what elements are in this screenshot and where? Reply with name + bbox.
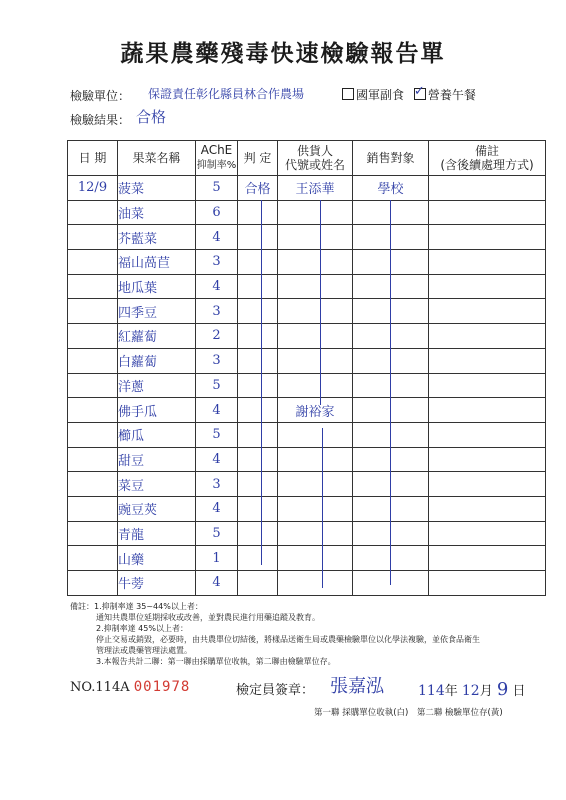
- row-supplier: [278, 274, 353, 299]
- row-name: 青龍: [118, 521, 196, 546]
- row-ache-value: 4: [196, 398, 238, 423]
- row-remark: [429, 422, 546, 447]
- table-row: [68, 324, 546, 349]
- row-judge: [238, 521, 278, 546]
- notes-section: [70, 601, 540, 667]
- row-name: 櫛瓜: [118, 422, 196, 447]
- row-ache-value: 3: [196, 348, 238, 373]
- row-ache-value: 5: [196, 373, 238, 398]
- row-date: [68, 571, 118, 596]
- row-judge: [238, 472, 278, 497]
- table-row: [68, 398, 546, 423]
- notes-label: 備註：: [70, 602, 94, 611]
- header-remark-line1: 備註: [474, 144, 499, 158]
- date-day: 9: [496, 679, 509, 700]
- header-ache: [196, 141, 238, 176]
- row-date: [68, 521, 118, 546]
- row-name: 福山萵苣: [118, 250, 196, 275]
- row-remark: [429, 250, 546, 275]
- row-name: 豌豆莢: [118, 496, 196, 521]
- ditto-line-judge: [261, 200, 262, 565]
- header-supplier: [278, 141, 353, 176]
- row-judge: [238, 324, 278, 349]
- row-ache-value: 3: [196, 472, 238, 497]
- row-date: [68, 472, 118, 497]
- row-supplier: 謝裕家: [278, 398, 353, 423]
- row-supplier: [278, 200, 353, 225]
- row-judge: [238, 200, 278, 225]
- report-title: 蔬果農藥殘毒快速檢驗報告單: [120, 41, 446, 67]
- row-supplier: [278, 225, 353, 250]
- row-remark: [429, 324, 546, 349]
- row-supplier: [278, 299, 353, 324]
- option-checkbox-lunch[interactable]: [414, 88, 426, 100]
- row-ache-value: 4: [196, 571, 238, 596]
- row-name: 甜豆: [118, 447, 196, 472]
- table-row: [68, 521, 546, 546]
- note-2c: 管理法或農藥管理法處置。: [96, 646, 192, 655]
- row-name: 油菜: [118, 200, 196, 225]
- option-label-lunch: 營養午餐: [427, 88, 476, 102]
- row-date: [68, 225, 118, 250]
- row-judge: [238, 250, 278, 275]
- row-supplier: [278, 571, 353, 596]
- row-date: [68, 274, 118, 299]
- inspection-table: [67, 140, 546, 596]
- table-row: [68, 225, 546, 250]
- row-ache-value: 3: [196, 299, 238, 324]
- row-remark: [429, 546, 546, 571]
- row-name: 牛蒡: [118, 571, 196, 596]
- unit-label: 檢驗單位：: [70, 89, 131, 103]
- date-month-char: 月: [479, 684, 493, 699]
- row-name: 山藥: [118, 546, 196, 571]
- table-header-row: [68, 141, 546, 176]
- row-judge: [238, 348, 278, 373]
- table-row: [68, 496, 546, 521]
- header-supplier-line1: 供貨人: [296, 144, 333, 158]
- row-sales: 學校: [353, 176, 429, 201]
- row-supplier: [278, 546, 353, 571]
- row-ache-value: 4: [196, 225, 238, 250]
- row-judge: [238, 373, 278, 398]
- result-label: 檢驗結果：: [70, 113, 131, 127]
- table-row: [68, 200, 546, 225]
- header-judge: 判 定: [238, 141, 278, 176]
- table-row: [68, 250, 546, 275]
- header-remark: [429, 141, 546, 176]
- row-name: 白蘿蔔: [118, 348, 196, 373]
- row-supplier: 王添華: [278, 176, 353, 201]
- row-date: [68, 200, 118, 225]
- row-ache-value: 5: [196, 422, 238, 447]
- row-remark: [429, 571, 546, 596]
- inspector-signature-label: 檢定員簽章：: [236, 683, 315, 698]
- row-date: [68, 546, 118, 571]
- row-date: [68, 250, 118, 275]
- row-name: 四季豆: [118, 299, 196, 324]
- row-remark: [429, 225, 546, 250]
- row-remark: [429, 521, 546, 546]
- row-ache-value: 5: [196, 521, 238, 546]
- meal-type-options: [342, 86, 482, 103]
- note-1: 1.抑制率達 35~44%以上者：: [94, 602, 203, 611]
- row-judge: [238, 422, 278, 447]
- date-day-char: 日: [512, 684, 526, 699]
- table-row: [68, 472, 546, 497]
- row-name: 菠菜: [118, 176, 196, 201]
- row-judge: [238, 299, 278, 324]
- option-label-military: 國軍副食: [356, 88, 405, 102]
- row-remark: [429, 274, 546, 299]
- report-date: [418, 679, 525, 700]
- row-name: 地瓜葉: [118, 274, 196, 299]
- row-judge: [238, 225, 278, 250]
- date-month: 12: [461, 683, 480, 699]
- row-date: [68, 324, 118, 349]
- row-ache-value: 6: [196, 200, 238, 225]
- row-date: [68, 447, 118, 472]
- table-row: [68, 299, 546, 324]
- row-date: [68, 348, 118, 373]
- table-row: [68, 422, 546, 447]
- row-remark: [429, 398, 546, 423]
- ditto-line-supplier-1: [320, 200, 321, 405]
- row-ache-value: 1: [196, 546, 238, 571]
- row-judge: 合格: [238, 176, 278, 201]
- option-checkbox-military[interactable]: [342, 88, 354, 100]
- note-2b: 停止交易或銷毀，必要時，由共農單位切結後，將樣品送衛生局或農藥檢驗單位以化學法複驗，並依食品衛生: [96, 635, 480, 644]
- header-date: 日 期: [68, 141, 118, 176]
- row-name: 紅蘿蔔: [118, 324, 196, 349]
- row-supplier: [278, 472, 353, 497]
- unit-value: 保證責任彰化縣員林合作農場: [148, 87, 305, 101]
- row-remark: [429, 176, 546, 201]
- row-ache-value: 5: [196, 176, 238, 201]
- serial-value: 001978: [133, 679, 191, 695]
- table-row: [68, 348, 546, 373]
- row-judge: [238, 274, 278, 299]
- serial-label: NO.114A: [70, 680, 130, 695]
- row-supplier: [278, 422, 353, 447]
- row-remark: [429, 373, 546, 398]
- row-date: 12/9: [68, 176, 118, 201]
- row-supplier: [278, 521, 353, 546]
- row-judge: [238, 447, 278, 472]
- note-2: 2.抑制率達 45%以上者：: [96, 624, 188, 633]
- row-remark: [429, 348, 546, 373]
- copies-note: 第一聯 採購單位收執(白) 第二聯 檢驗單位存(黃): [314, 708, 503, 718]
- row-supplier: [278, 373, 353, 398]
- row-ache-value: 4: [196, 274, 238, 299]
- note-3: 3.本報告共計二聯：第一聯由採購單位收執，第二聯由檢驗單位存。: [96, 657, 336, 666]
- row-date: [68, 299, 118, 324]
- row-ache-value: 4: [196, 447, 238, 472]
- note-1b: 通知共農單位延期採收或改善，並對農民進行用藥追蹤及教育。: [96, 613, 320, 622]
- date-year-char: 年: [444, 684, 458, 699]
- row-ache-value: 4: [196, 496, 238, 521]
- row-date: [68, 422, 118, 447]
- ditto-line-supplier-2: [322, 428, 323, 588]
- row-judge: [238, 571, 278, 596]
- row-name: 洋蔥: [118, 373, 196, 398]
- row-remark: [429, 472, 546, 497]
- row-remark: [429, 496, 546, 521]
- row-name: 菜豆: [118, 472, 196, 497]
- row-ache-value: 3: [196, 250, 238, 275]
- row-remark: [429, 447, 546, 472]
- row-date: [68, 373, 118, 398]
- row-date: [68, 398, 118, 423]
- row-supplier: [278, 348, 353, 373]
- row-name: 芥藍菜: [118, 225, 196, 250]
- header-supplier-line2: 代號或姓名: [284, 158, 345, 172]
- row-supplier: [278, 496, 353, 521]
- header-sales: 銷售對象: [353, 141, 429, 176]
- table-row: [68, 447, 546, 472]
- row-judge: [238, 496, 278, 521]
- result-value: 合格: [136, 108, 167, 126]
- header-remark-line2: (含後續處理方式): [440, 158, 534, 172]
- serial-number: [70, 679, 190, 695]
- table-row: [68, 546, 546, 571]
- table-row: [68, 176, 546, 201]
- ditto-line-sales: [390, 200, 391, 585]
- table-row: [68, 373, 546, 398]
- row-supplier: [278, 324, 353, 349]
- table-row: [68, 274, 546, 299]
- row-remark: [429, 299, 546, 324]
- row-remark: [429, 200, 546, 225]
- row-judge: [238, 398, 278, 423]
- row-supplier: [278, 447, 353, 472]
- row-name: 佛手瓜: [118, 398, 196, 423]
- table-row: [68, 571, 546, 596]
- header-ache-line2: 抑制率%: [196, 160, 237, 171]
- header-ache-line1: AChE: [200, 143, 233, 157]
- row-date: [68, 496, 118, 521]
- header-name: 果菜名稱: [118, 141, 196, 176]
- date-year: 114: [418, 683, 445, 699]
- row-judge: [238, 546, 278, 571]
- row-ache-value: 2: [196, 324, 238, 349]
- inspector-signature: 張嘉泓: [330, 676, 384, 697]
- row-supplier: [278, 250, 353, 275]
